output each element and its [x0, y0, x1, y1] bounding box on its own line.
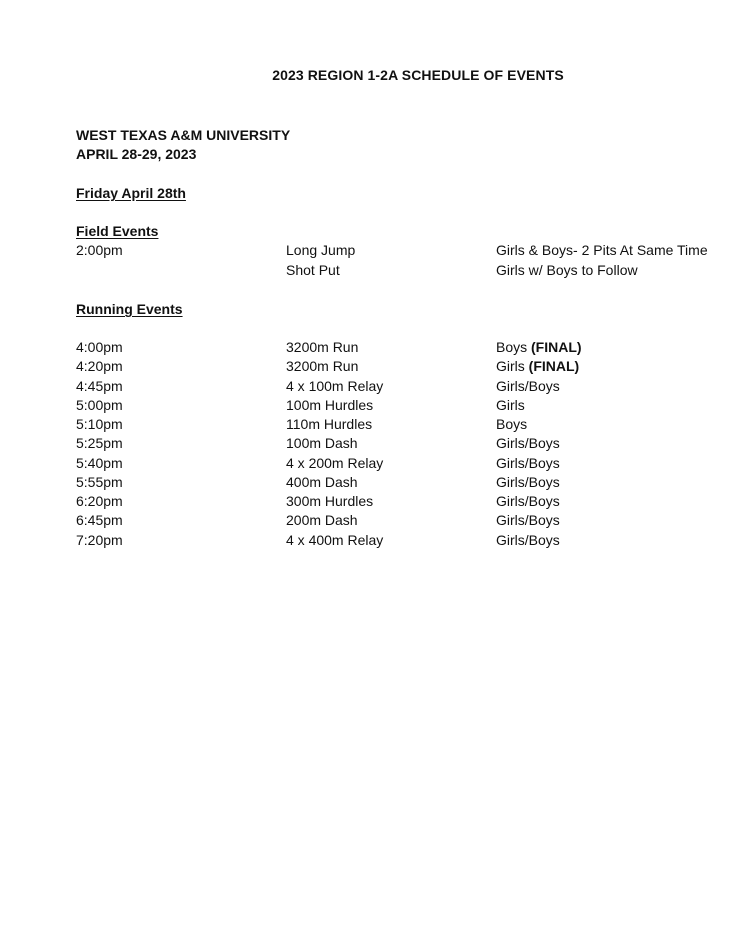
event-note: Girls/Boys — [496, 493, 560, 509]
event-time: 6:45pm — [76, 512, 123, 528]
event-time: 5:25pm — [76, 435, 123, 451]
event-time: 5:40pm — [76, 455, 123, 471]
running-event-row — [0, 416, 750, 435]
event-time: 4:20pm — [76, 358, 123, 374]
event-name: 3200m Run — [286, 358, 359, 374]
event-time: 5:10pm — [76, 416, 123, 432]
event-name: 100m Hurdles — [286, 397, 374, 413]
event-name: Shot Put — [286, 262, 340, 278]
event-time: 5:00pm — [76, 397, 123, 413]
event-note: Girls/Boys — [496, 435, 560, 451]
venue-name: WEST TEXAS A&M UNIVERSITY — [76, 127, 291, 143]
field-event-row — [0, 242, 750, 261]
event-note — [496, 358, 579, 374]
event-note: Girls/Boys — [496, 474, 560, 490]
running-event-row — [0, 339, 750, 358]
event-note: Girls/Boys — [496, 512, 560, 528]
event-name: 400m Dash — [286, 474, 358, 490]
event-name: 3200m Run — [286, 339, 359, 355]
running-event-row — [0, 532, 750, 551]
running-event-row — [0, 493, 750, 512]
event-name: 300m Hurdles — [286, 493, 374, 509]
event-name: Long Jump — [286, 242, 356, 258]
event-note: Girls/Boys — [496, 455, 560, 471]
event-time: 5:55pm — [76, 474, 123, 490]
event-name: 110m Hurdles — [286, 416, 373, 432]
running-event-row — [0, 397, 750, 416]
event-time: 4:45pm — [76, 378, 123, 394]
event-note: Girls & Boys- 2 Pits At Same Time — [496, 242, 708, 258]
final-marker: (FINAL) — [528, 358, 580, 374]
event-name: 100m Dash — [286, 435, 358, 451]
event-time: 4:00pm — [76, 339, 123, 355]
event-dates: APRIL 28-29, 2023 — [76, 146, 197, 162]
running-events-heading: Running Events — [76, 301, 183, 317]
day-heading: Friday April 28th — [76, 185, 186, 201]
event-name: 200m Dash — [286, 512, 358, 528]
event-note-text: Girls — [496, 358, 529, 374]
running-event-row — [0, 512, 750, 531]
running-event-row — [0, 358, 750, 377]
event-note: Girls — [496, 397, 525, 413]
event-note: Girls/Boys — [496, 532, 560, 548]
event-name: 4 x 200m Relay — [286, 455, 384, 471]
final-marker: (FINAL) — [531, 339, 582, 355]
event-name: 4 x 100m Relay — [286, 378, 384, 394]
running-event-row — [0, 455, 750, 474]
event-note: Girls/Boys — [496, 378, 560, 394]
field-event-row — [0, 262, 750, 281]
running-event-row — [0, 435, 750, 454]
event-note: Girls w/ Boys to Follow — [496, 262, 638, 278]
field-events-heading: Field Events — [76, 223, 159, 239]
event-time: 7:20pm — [76, 532, 123, 548]
event-time: 2:00pm — [76, 242, 123, 258]
event-time: 6:20pm — [76, 493, 123, 509]
document-title: 2023 REGION 1-2A SCHEDULE OF EVENTS — [272, 67, 564, 83]
event-note — [496, 339, 582, 355]
event-note: Boys — [496, 416, 528, 432]
event-note-text: Boys — [496, 339, 532, 355]
running-event-row — [0, 474, 750, 493]
event-name: 4 x 400m Relay — [286, 532, 384, 548]
running-event-row — [0, 378, 750, 397]
